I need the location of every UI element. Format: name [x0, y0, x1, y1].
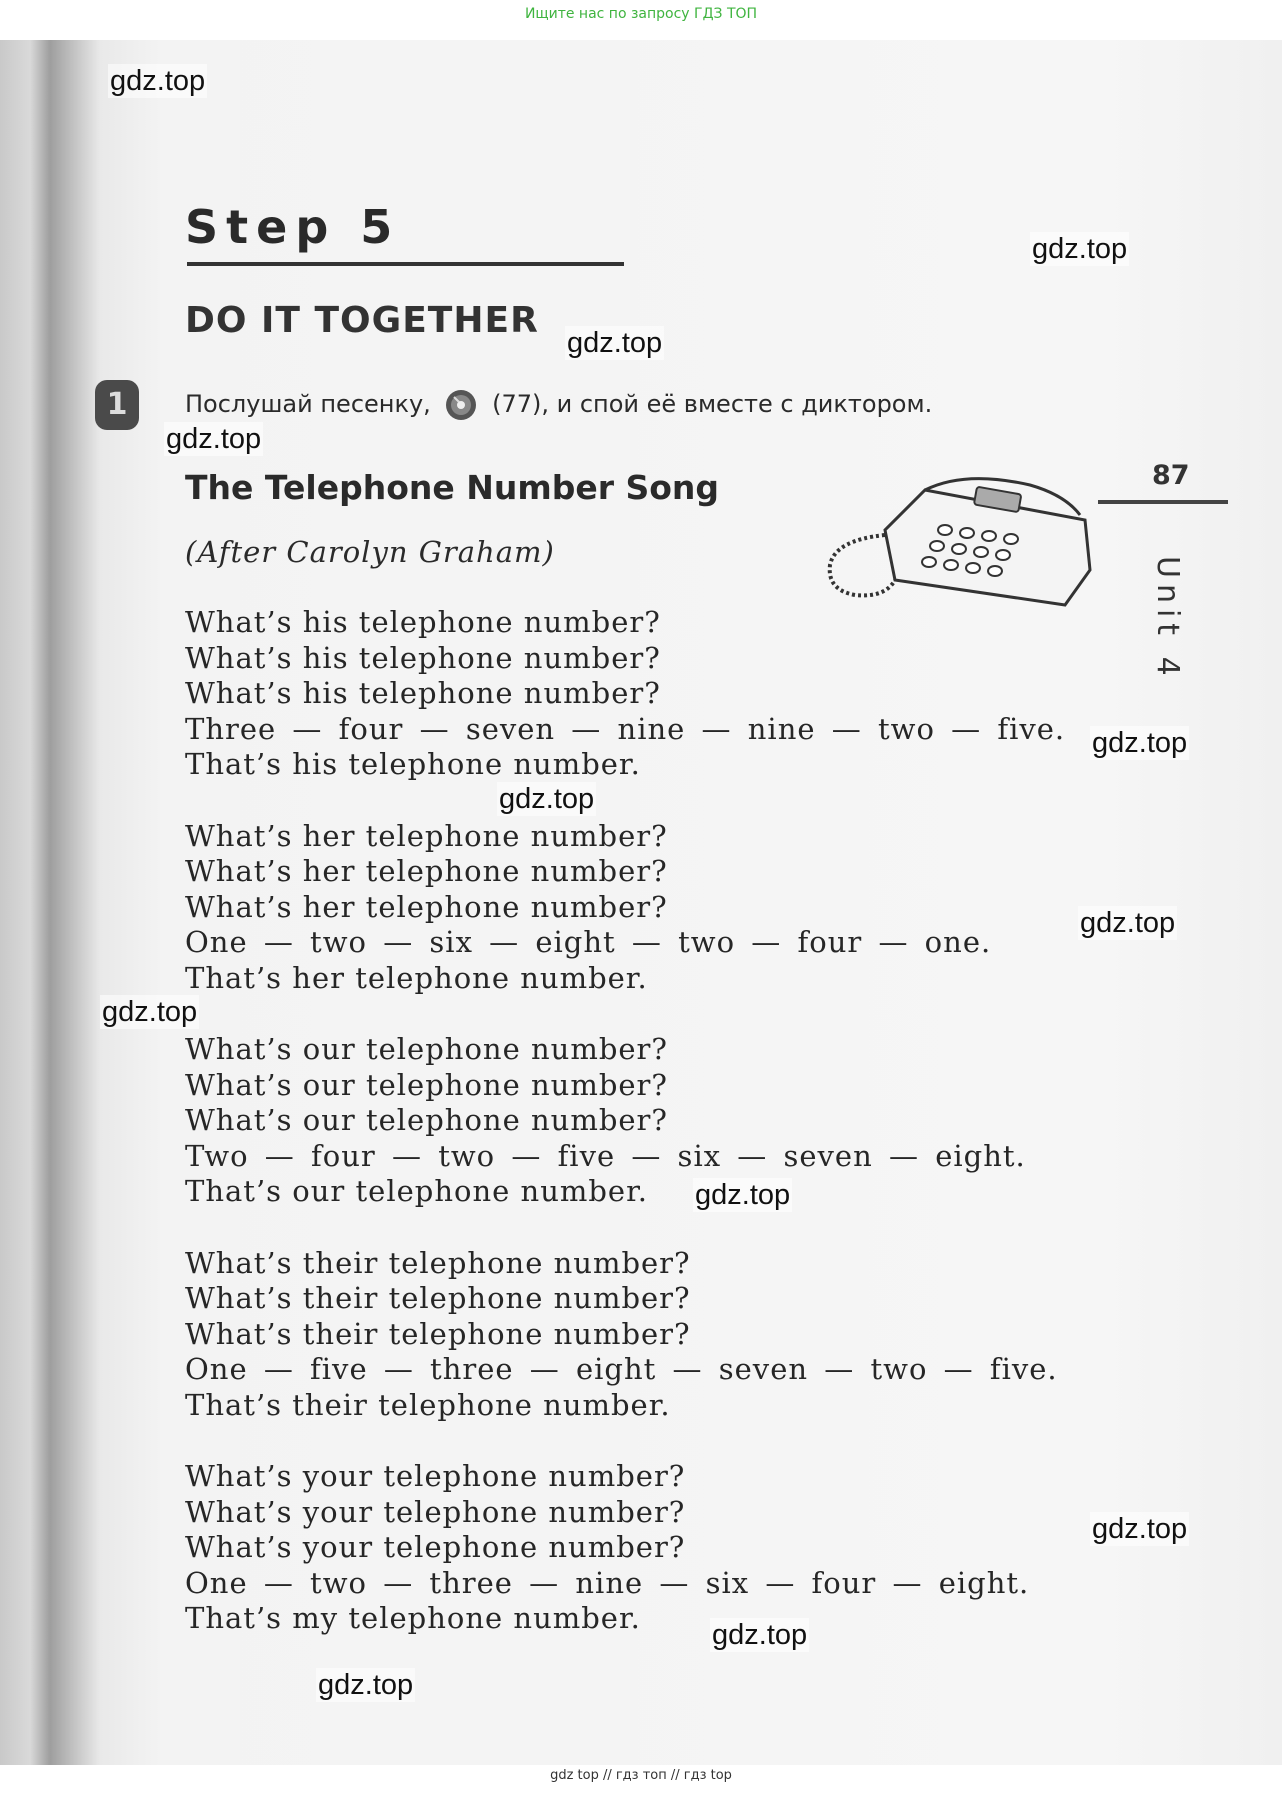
song-title: The Telephone Number Song — [185, 468, 720, 507]
lyric-line: What’s our telephone number? — [185, 1067, 668, 1102]
audio-cd-icon — [444, 388, 478, 422]
lyric-line: What’s his telephone number? — [185, 640, 661, 675]
lyric-line: What’s their telephone number? — [185, 1281, 691, 1315]
exercise-instruction — [185, 388, 932, 422]
watermark: gdz.top — [499, 783, 595, 815]
instruction-before: Послушай песенку, — [185, 390, 431, 418]
lyric-line: What’s her telephone number? — [185, 854, 668, 888]
stanza — [185, 1246, 1085, 1424]
lyric-line: Two — four — two — five — six — seven — eight. — [185, 1138, 1026, 1173]
stanza — [185, 1459, 1085, 1637]
lyric-line: That’s their telephone number. — [185, 1387, 671, 1422]
lyric-line: One — five — three — eight — seven — two — five. — [185, 1352, 1058, 1386]
lyric-line: What’s their telephone number? — [185, 1245, 691, 1280]
watermark: gdz.top — [318, 1669, 414, 1701]
stanza — [185, 605, 1085, 783]
top-banner: Ищите нас по запросу ГДЗ ТОП — [524, 6, 758, 22]
lyric-line: What’s their telephone number? — [185, 1316, 691, 1351]
lyric-line: That’s his telephone number. — [185, 747, 641, 781]
page-number-rule — [1098, 500, 1228, 504]
lyric-line: Three — four — seven — nine — nine — two — five. — [185, 711, 1066, 746]
exercise-number: 1 — [95, 380, 139, 430]
watermark: gdz.top — [102, 996, 198, 1028]
lyric-line: That’s our telephone number. — [185, 1174, 648, 1208]
step-underline — [187, 262, 624, 266]
lyric-line: What’s your telephone number? — [185, 1530, 686, 1564]
watermark: gdz.top — [695, 1179, 791, 1211]
lyric-line: What’s his telephone number? — [185, 605, 661, 639]
lyric-line: What’s our telephone number? — [185, 1103, 668, 1137]
watermark: gdz.top — [567, 327, 663, 359]
lyric-line: One — two — six — eight — two — four — one. — [185, 925, 992, 959]
bottom-banner: gdz top // гдз топ // гдз top — [550, 1768, 732, 1783]
watermark: gdz.top — [1080, 907, 1176, 939]
stanza — [185, 1032, 1085, 1210]
song-author: (After Carolyn Graham) — [185, 535, 555, 569]
stanza — [185, 819, 1085, 997]
lyric-line: One — two — three — nine — six — four — eight. — [185, 1565, 1030, 1600]
lyric-line: What’s her telephone number? — [185, 818, 668, 853]
unit-label: Unit 4 — [1150, 556, 1185, 682]
instruction-after: (77), и спой её вместе с диктором. — [492, 390, 933, 418]
telephone-icon — [815, 460, 1095, 610]
lyric-line: What’s his telephone number? — [185, 676, 661, 710]
lyric-line: What’s her telephone number? — [185, 889, 668, 924]
watermark: gdz.top — [166, 423, 262, 455]
watermark: gdz.top — [1092, 1513, 1188, 1545]
watermark: gdz.top — [712, 1619, 808, 1651]
lyric-line: That’s my telephone number. — [185, 1601, 641, 1635]
step-title: Step 5 — [185, 200, 401, 254]
watermark: gdz.top — [1032, 233, 1128, 265]
watermark: gdz.top — [110, 65, 206, 97]
lyric-line: What’s your telephone number? — [185, 1494, 686, 1529]
watermark: gdz.top — [1092, 727, 1188, 759]
lyric-line: What’s your telephone number? — [185, 1459, 686, 1493]
section-title: DO IT TOGETHER — [185, 300, 539, 341]
page-number: 87 — [1152, 460, 1190, 491]
lyric-line: What’s our telephone number? — [185, 1032, 668, 1066]
song-lyrics — [185, 605, 1085, 1673]
lyric-line: That’s her telephone number. — [185, 960, 648, 995]
